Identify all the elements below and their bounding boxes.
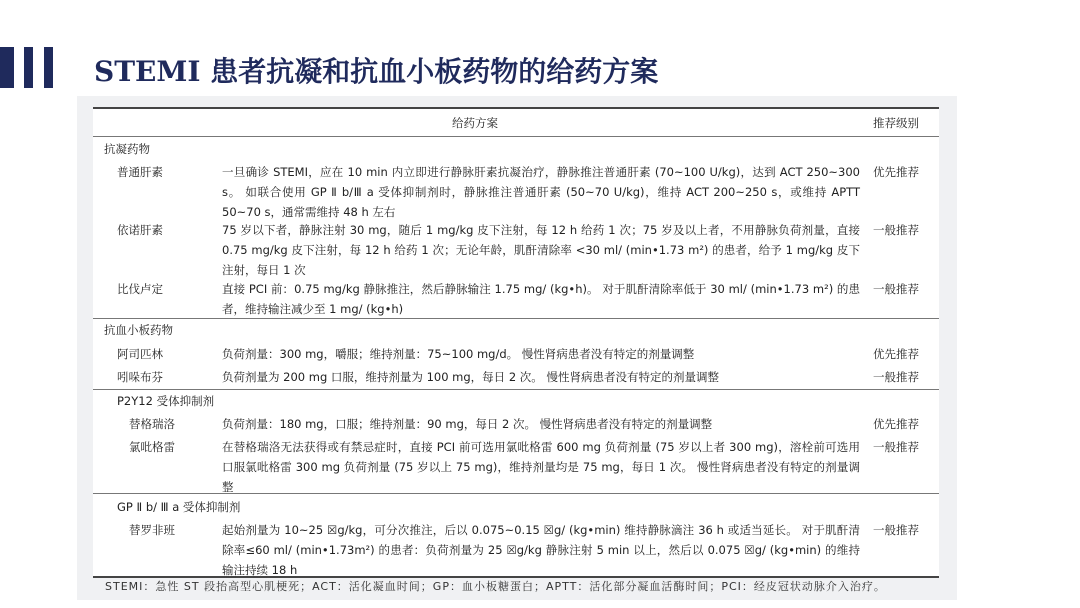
section-anticoagulants: 抗凝药物 <box>104 142 150 156</box>
title-accent-bar-3 <box>44 47 53 88</box>
dosing-text: 直接 PCI 前：0.75 mg/kg 静脉推注，然后静脉输注 1.75 mg/ (kg•h)。 对于肌酐清除率低于 30 ml/ (min•1.73 m²) 的患者，维持输注减少至 1 mg/ (kg•h) <box>222 282 860 316</box>
table-footnote: STEMI：急性 ST 段抬高型心肌梗死；ACT：活化凝血时间；GP：血小板糖蛋白；APTT：活化部分凝血活酶时间；PCI：经皮冠状动脉介入治疗。 <box>105 580 886 593</box>
drug-name: 依诺肝素 <box>117 223 163 237</box>
table-header-rule <box>93 136 939 137</box>
recommendation-level: 优先推荐 <box>873 347 919 361</box>
drug-name: 普通肝素 <box>117 165 163 179</box>
section-gp-iib-iiia: GP Ⅱ b/ Ⅲ a 受体抑制剂 <box>117 500 241 514</box>
header-regimen: 给药方案 <box>452 116 498 130</box>
dosing-text: 负荷剂量：300 mg，嚼服；维持剂量：75~100 mg/d。 慢性肾病患者没有特定的剂量调整 <box>222 347 695 361</box>
drug-name: 替格瑞洛 <box>129 417 175 431</box>
dosing-text: 负荷剂量：180 mg，口服；维持剂量：90 mg，每日 2 次。 慢性肾病患者没有特定的剂量调整 <box>222 417 713 431</box>
dosing-text: 75 岁以下者，静脉注射 30 mg，随后 1 mg/kg 皮下注射，每 12 h 给药 1 次；75 岁及以上者，不用静脉负荷剂量，直接 0.75 mg/kg 皮下注射，每 12 h 给药 1 次；无论年龄，肌酐清除率 <30 ml/ (min•1.73 m²) 的患者，给予 1 mg/kg 皮下注射，每日 1 次 <box>222 223 860 277</box>
table-top-rule <box>93 107 939 109</box>
drug-name: 替罗非班 <box>129 523 175 537</box>
section-antiplatelets: 抗血小板药物 <box>104 323 173 337</box>
dosing-text: 一旦确诊 STEMI，应在 10 min 内立即进行静脉肝素抗凝治疗，静脉推注普通肝素 (70~100 U/kg)，达到 ACT 250~300 s。 如联合使用 GP Ⅱ b/Ⅲ a 受体抑制剂时，静脉推注普通肝素 (50~70 U/kg)，维持 ACT 200~250 s，或维持 APTT 50~70 s，通常需维持 48 h 左右 <box>222 165 860 219</box>
slide-title: STEMI 患者抗凝和抗血小板药物的给药方案 <box>94 55 659 88</box>
recommendation-level: 一般推荐 <box>873 282 919 296</box>
recommendation-level: 一般推荐 <box>873 523 919 537</box>
recommendation-level: 优先推荐 <box>873 417 919 431</box>
drug-name: 氯吡格雷 <box>129 440 175 454</box>
dosing-text: 起始剂量为 10~25 ☒g/kg，可分次推注，后以 0.075~0.15 ☒g/ (kg•min) 维持静脉滴注 36 h 或适当延长。 对于肌酐清除率≤60 ml/ (min•1.73m²) 的患者：负荷剂量为 25 ☒g/kg 静脉注射 5 min 以上，然后以 0.075 ☒g/ (kg•min) 的维持输注持续 18 h <box>222 523 860 577</box>
dosing-text: 负荷剂量为 200 mg 口服，维持剂量为 100 mg，每日 2 次。 慢性肾病患者没有特定的剂量调整 <box>222 370 719 384</box>
drug-name: 比伐卢定 <box>117 282 163 296</box>
title-accent-bar-1 <box>0 47 14 88</box>
drug-name: 吲哚布芬 <box>117 370 163 384</box>
drug-name: 阿司匹林 <box>117 347 163 361</box>
dosing-text: 在替格瑞洛无法获得或有禁忌症时，直接 PCI 前可选用氯吡格雷 600 mg 负荷剂量 (75 岁以上者 300 mg)，溶栓前可选用口服氯吡格雷 300 mg 负荷剂量 (75 岁以上 75 mg)，维持剂量均是 75 mg，每日 1 次。 慢性肾病患者没有特定的剂量调整 <box>222 440 860 494</box>
header-level: 推荐级别 <box>873 116 919 130</box>
recommendation-level: 一般推荐 <box>873 440 919 454</box>
recommendation-level: 一般推荐 <box>873 370 919 384</box>
title-accent-bar-2 <box>24 47 33 88</box>
recommendation-level: 一般推荐 <box>873 223 919 237</box>
recommendation-level: 优先推荐 <box>873 165 919 179</box>
section-divider <box>93 389 939 390</box>
section-p2y12: P2Y12 受体抑制剂 <box>117 394 215 408</box>
